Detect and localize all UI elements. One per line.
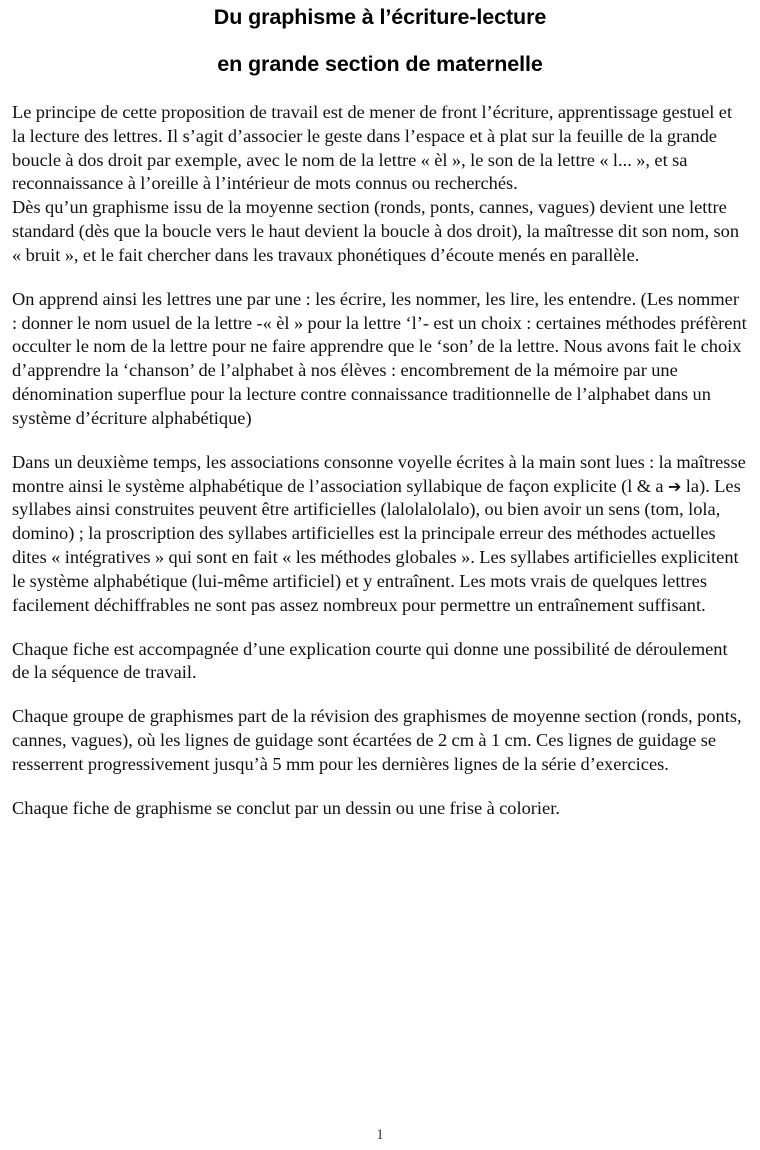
paragraph-apprentissage-lettres: On apprend ainsi les lettres une par une : les écrire, les nommer, les lire, les entendre. (Les nommer : donner le nom usuel de la lettre -« èl » pour la lettre ‘l’- est un choix : certaines méthodes préfèrent occulter le nom de la lettre pour ne faire apprendre que le ‘son’ de la lettre. Nous avons fait le choix d’apprendre la ‘chanson’ de l’alphabet à nos élèves : encombrement de la mémoire par une dénomination superflue pour la lecture contre connaissance traditionnelle de l’alphabet dans un système d’écriture alphabétique) [12, 288, 747, 428]
right-arrow-icon: ➔ [668, 476, 682, 496]
paragraph-fiche-explication: Chaque fiche est accompagnée d’une explication courte qui donne une possibilité de déroulement de la séquence de travail. [12, 638, 728, 683]
document-body [0, 101, 760, 821]
paragraph-text-after-arrow: la). Les syllabes ainsi construites peuvent être artificielles (lalolalolalo), ou bien avoir un sens (tom, lola, domino) ; la proscription des syllabes artificielles est la principale erreur des méthodes actuelles dites « intégratives » qui sont en fait « les méthodes globales ». Les syllabes artificielles explicitent le système alphabétique (lui-même artificiel) et y entraînent. Les mots vrais de quelques lettres facilement déchiffrables ne sont pas assez nombreux pour permettre un entraînement suffisant. [12, 475, 741, 615]
paragraph-intro: Le principe de cette proposition de travail est de mener de front l’écriture, apprentissage gestuel et la lecture des lettres. Il s’agit d’associer le geste dans l’espace et à plat sur la feuille de la grande boucle à dos droit par exemple, avec le nom de la lettre « èl », le son de la lettre « l... », et sa reconnaissance à l’oreille à l’intérieur de mots connus ou recherchés. [12, 102, 733, 194]
document-title [0, 0, 760, 75]
title-line-1: Du graphisme à l’écriture-lecture [213, 5, 547, 29]
title-line-2: en grande section de maternelle [217, 51, 543, 76]
paragraph-graphisme-moyenne-section: Dès qu’un graphisme issu de la moyenne section (ronds, ponts, cannes, vagues) devient une lettre standard (dès que la boucle vers le haut devient la boucle à dos droit), la maîtresse dit son nom, son « bruit », et le fait chercher dans les travaux phonétiques d’écoute menés en parallèle. [12, 197, 740, 265]
paragraph-fiche-conclusion: Chaque fiche de graphisme se conclut par un dessin ou une frise à colorier. [12, 797, 560, 818]
paragraph-groupe-graphismes: Chaque groupe de graphismes part de la révision des graphismes de moyenne section (ronds, ponts, cannes, vagues), où les lignes de guidage sont écartées de 2 cm à 1 cm. Ces lignes de guidage se resserrent progressivement jusqu’à 5 mm pour les dernières lignes de la série d’exercices. [12, 706, 742, 774]
page-number: 1 [376, 1127, 384, 1143]
paragraph-text-before-arrow: Dans un deuxième temps, les associations consonne voyelle écrites à la main sont lues : la maîtresse montre ainsi le système alphabétique de l’association syllabique de façon explicite (l & a [12, 451, 746, 496]
paragraph-associations-consonne-voyelle [12, 451, 748, 618]
